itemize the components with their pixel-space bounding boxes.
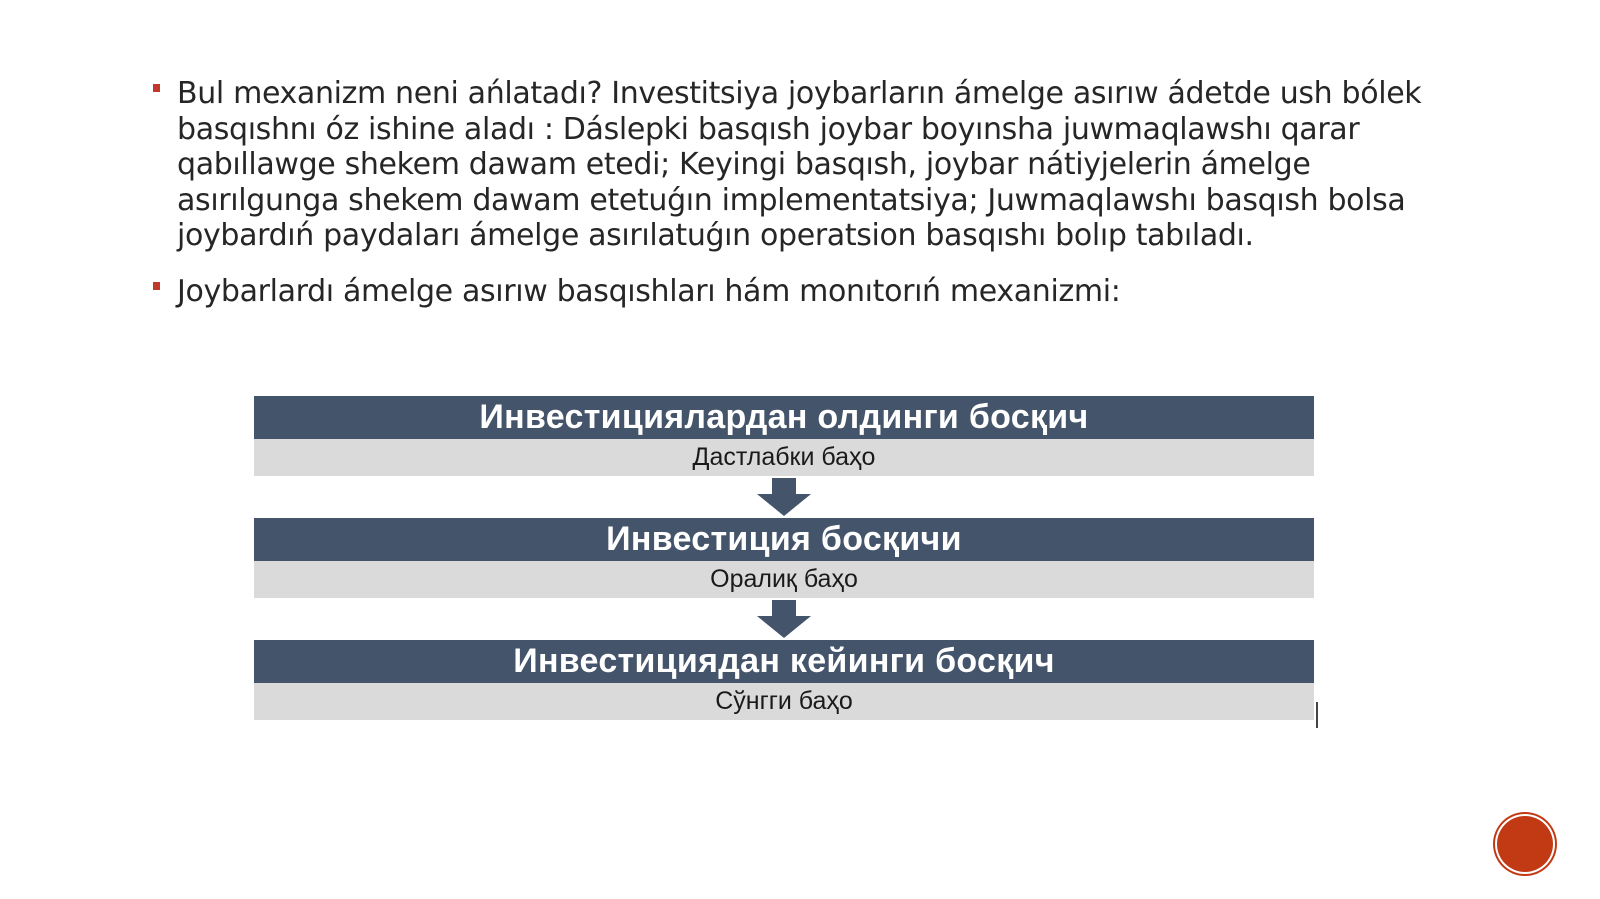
square-bullet-icon xyxy=(153,84,160,92)
text-cursor-mark xyxy=(1316,702,1318,728)
stage-title: Инвестициялардан олдинги босқич xyxy=(254,396,1314,439)
stage-investment xyxy=(254,518,1314,598)
arrow-connector xyxy=(254,598,1314,640)
down-arrow-icon xyxy=(757,478,811,516)
arrow-connector xyxy=(254,476,1314,518)
bullet-list xyxy=(153,76,1453,329)
stage-post-investment xyxy=(254,640,1314,720)
stage-pre-investment xyxy=(254,396,1314,476)
square-bullet-icon xyxy=(153,282,160,290)
bullet-item xyxy=(153,274,1453,310)
stage-subtitle: Дастлабки баҳо xyxy=(254,439,1314,476)
bullet-text: Joybarlardı ámelge asırıw basqıshları hám monıtorıń mexanizmi: xyxy=(177,273,1121,309)
stage-title: Инвестициядан кейинги босқич xyxy=(254,640,1314,683)
stage-flow-diagram xyxy=(254,396,1314,720)
bullet-text: Bul mexanizm neni ańlatadı? Investitsiya joybarların ámelge asırıw ádetde ush bólek basqıshnı óz ishine aladı : Dáslepki basqısh joybar boyınsha juwmaqlawshı qarar qabıllawge shekem dawam etedi; Keyingi basqısh, joybar nátiyjelerin ámelge asırılgunga shekem dawam etetuǵın implementatsiya; Juwmaqlawshı basqısh bolsa joybardıń paydaları ámelge asırılatuǵın operatsion basqıshı bolıp tabıladı. xyxy=(177,76,1422,253)
slide-nav-button[interactable] xyxy=(1497,816,1553,872)
stage-subtitle: Сўнгги баҳо xyxy=(254,683,1314,720)
down-arrow-icon xyxy=(757,600,811,638)
bullet-item xyxy=(153,76,1453,254)
stage-subtitle: Оралиқ баҳо xyxy=(254,561,1314,598)
stage-title: Инвестиция босқичи xyxy=(254,518,1314,561)
